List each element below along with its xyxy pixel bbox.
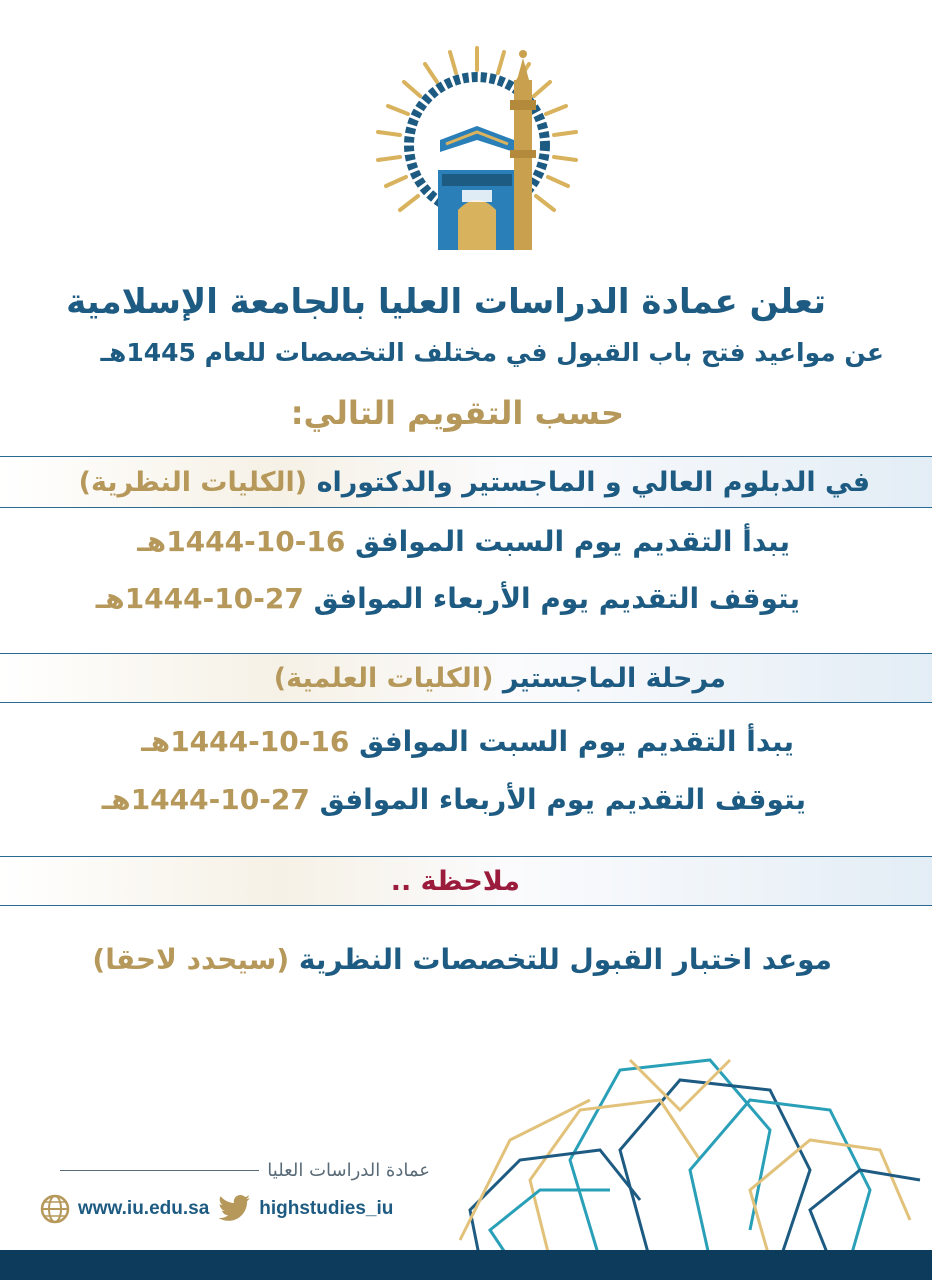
- footer-deanship: [60, 1160, 430, 1181]
- bottom-bar: [0, 1250, 932, 1280]
- section-theoretical-band: [0, 456, 932, 508]
- section2-start-date: 16-10-1444هـ: [141, 725, 350, 758]
- announcement-subtitle: عن مواعيد فتح باب القبول في مختلف التخصصات للعام 1445هـ: [100, 338, 884, 367]
- section-theoretical-note: (الكليات النظرية): [78, 466, 308, 498]
- section2-start-text: يبدأ التقديم يوم السبت الموافق: [359, 725, 794, 758]
- geometric-decoration: [450, 1040, 932, 1260]
- announcement-title: تعلن عمادة الدراسات العليا بالجامعة الإسلامية: [66, 282, 826, 322]
- note-text: موعد اختبار القبول للتخصصات النظرية: [298, 943, 832, 976]
- note-title: ملاحظة ..: [390, 865, 520, 897]
- section1-end-line: [0, 582, 932, 615]
- section2-start-line: [0, 725, 932, 758]
- section1-end-date: 27-10-1444هـ: [95, 582, 304, 615]
- section2-end-line: [0, 783, 932, 816]
- section1-start-text: يبدأ التقديم يوم السبت الموافق: [355, 525, 790, 558]
- section1-start-line: [0, 525, 932, 558]
- website-link[interactable]: www.iu.edu.sa: [78, 1198, 210, 1219]
- footer-divider: [60, 1170, 259, 1172]
- section1-end-text: يتوقف التقديم يوم الأربعاء الموافق: [313, 582, 800, 615]
- note-line: [0, 943, 932, 976]
- section-scientific-band: [0, 653, 932, 703]
- twitter-bird-icon: [217, 1194, 251, 1224]
- section-scientific-title: مرحلة الماجستير: [502, 662, 726, 694]
- section-theoretical-title: في الدبلوم العالي و الماجستير والدكتوراه: [316, 466, 870, 498]
- section2-end-text: يتوقف التقديم يوم الأربعاء الموافق: [319, 783, 806, 816]
- twitter-handle[interactable]: highstudies_iu: [259, 1198, 394, 1219]
- university-logo: [370, 40, 585, 255]
- calendar-heading: حسب التقويم التالي:: [290, 394, 624, 432]
- globe-icon: [40, 1194, 70, 1224]
- footer-deanship-text: عمادة الدراسات العليا: [267, 1160, 430, 1181]
- section-scientific-note: (الكليات العلمية): [273, 662, 494, 694]
- note-band: [0, 856, 932, 906]
- footer-links: [40, 1194, 393, 1224]
- section1-start-date: 16-10-1444هـ: [137, 525, 346, 558]
- note-text-note: (سيحدد لاحقا): [92, 943, 290, 976]
- section2-end-date: 27-10-1444هـ: [101, 783, 310, 816]
